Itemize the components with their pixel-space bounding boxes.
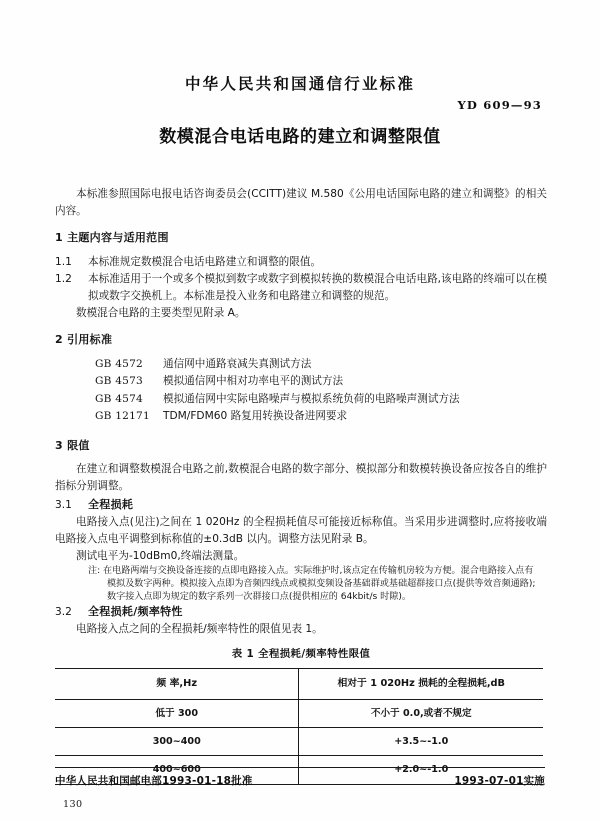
note-line: 数字接入点即为规定的数字系列一次群接口点(提供相应的 64kbit/s 时隙)。 [107,591,412,602]
reference-code: GB 12171 [95,410,150,423]
clause-3-1-text: 电路接入点(见注)之间在 1 020Hz 的全程损耗值尽可能接近标称值。当采用步进调整时,应将接收端电路接入点电平调整到标称值的±0.3dB 以内。调整方法见附录 B。 [55,515,547,546]
section-1-heading: 1 主题内容与适用范围 [55,231,169,245]
table-row [55,728,543,756]
clause-1-1-text: 本标准规定数模混合电话电路建立和调整的限值。 [88,255,322,268]
table-caption: 表 1 全程损耗/频率特性限值 [231,647,371,660]
list-item [95,391,547,409]
cell-loss: 不小于 0.0,或者不规定 [299,700,543,728]
preamble-paragraph: 本标准参照国际电报电话咨询委员会(CCITT)建议 M.580《公用电话国际电路的建立和调整》的相关内容。 [55,188,547,218]
list-item [95,373,547,391]
approval-statement: 中华人民共和国邮电部1993-01-18批准 [55,775,253,787]
section-3-intro: 在建立和调整数模混合电路之前,数模混合电路的数字部分、模拟部分和数模转换设备应按各自的维护指标分别调整。 [55,463,547,493]
cell-frequency: 低于 300 [55,700,299,728]
clause-1-2-text: 本标准适用于一个或多个模拟到数字或数字到模拟转换的数模混合电话电路,该电路的终端可以在模拟或数字交换机上。本标准是投入业务和电路建立和调整的规范。 [88,272,547,303]
cell-loss: +2.0~-1.0 [299,756,543,784]
document-header [55,72,545,147]
cell-loss: +3.5~-1.0 [299,728,543,756]
list-item [95,356,547,374]
column-header-frequency: 频 率,Hz [55,668,299,699]
table-body [55,700,543,785]
reference-code: GB 4572 [95,357,143,370]
standard-code: YD 609—93 [457,98,542,112]
footer-divider [55,767,545,768]
table-head [55,668,543,699]
reference-title: 模拟通信网中实际电路噪声与模拟系统负荷的电路噪声测试方法 [163,392,460,405]
issuing-organization: 中华人民共和国通信行业标准 [184,75,416,93]
clause-3-2-title: 全程损耗/频率特性 [88,605,183,619]
reference-title: 通信网中通路衰减失真测试方法 [163,357,312,370]
spacer [55,426,547,437]
note-line: 注: 在电路两端与交换设备连接的点即电路接入点。实际维护时,该点定在传输机房较为方便。混合电路接入点有 [88,566,534,577]
clause-1-2-number: 1.2 [55,272,72,285]
spacer [55,639,547,646]
reference-code: GB 4574 [95,392,143,405]
table-header-row [55,668,543,699]
spacer [55,349,547,356]
spacer [55,247,547,254]
clause-3-2-heading [55,603,547,621]
clause-3-1-number: 3.1 [55,498,72,511]
document-footer [55,773,545,788]
clause-3-1-title: 全程损耗 [88,497,134,511]
clause-3-2-number: 3.2 [55,606,72,619]
cell-frequency: 300~400 [55,728,299,756]
clause-3-1-heading [55,496,547,514]
clause-3-1-note [55,565,547,603]
table-row [55,700,543,728]
note-line: 模拟及数字两种。模拟接入点即为音频四线点或模拟变频设备基础群或基础超群接口点(提供等效音频通路); [107,579,536,590]
document-body [55,186,547,785]
cell-frequency: 400~600 [55,756,299,784]
effective-date: 1993-07-01实施 [454,775,545,787]
referenced-standards-list [55,356,547,426]
spacer [55,322,547,331]
list-item [95,408,547,426]
page-title: 数模混合电话电路的建立和调整限值 [159,127,441,147]
spacer [55,220,547,229]
section-3-heading: 3 限值 [55,439,90,452]
clause-1-2-note: 数模混合电路的主要类型见附录 A。 [76,307,246,320]
spacer [55,454,547,461]
section-2-heading: 2 引用标准 [55,333,113,347]
reference-title: 模拟通信网中相对功率电平的测试方法 [163,375,344,388]
clause-1-2 [55,271,547,305]
clause-3-1-text-2: 测试电平为-10dBm0,终端法测量。 [76,550,245,563]
clause-1-1-number: 1.1 [55,255,72,268]
clause-3-2-text: 电路接入点之间的全程损耗/频率特性的限值见表 1。 [76,623,323,636]
reference-title: TDM/FDM60 路复用转换设备进网要求 [163,410,348,423]
column-header-loss: 相对于 1 020Hz 损耗的全程损耗,dB [299,668,543,699]
reference-code: GB 4573 [95,375,143,388]
page-number: 130 [63,799,83,810]
clause-1-1 [55,254,547,271]
